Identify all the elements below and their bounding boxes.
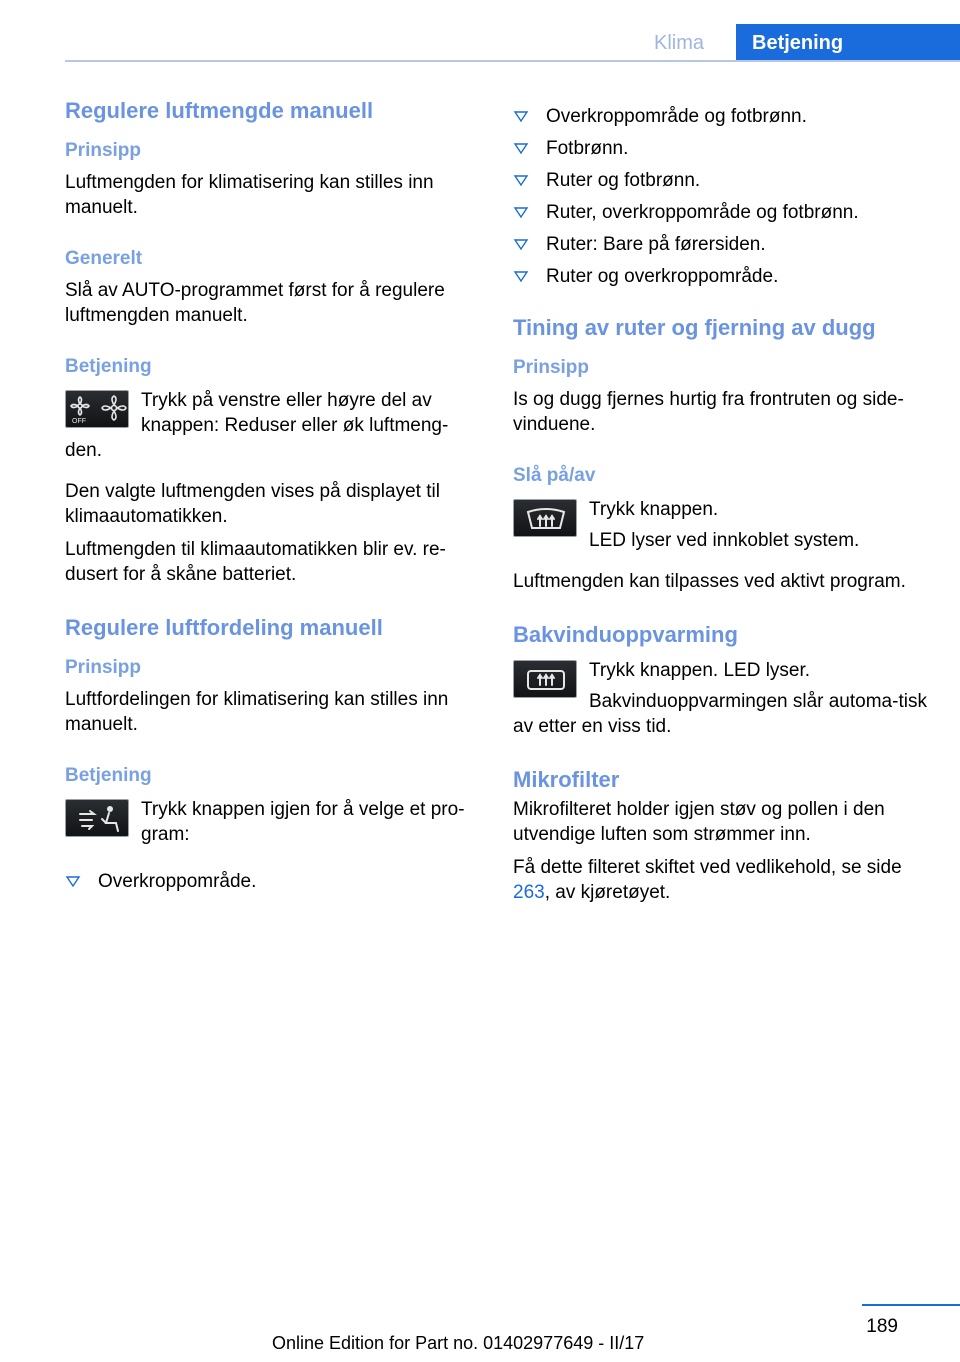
button-instruction	[65, 388, 485, 471]
svg-text:OFF: OFF	[72, 418, 86, 425]
list-item	[513, 104, 933, 129]
triangle-bullet-icon	[513, 173, 529, 187]
paragraph-text: , av kjøretøyet.	[544, 882, 671, 903]
subheading-betjening: Betjening	[65, 356, 152, 377]
subheading-slaa-paa-av: Slå på/av	[513, 465, 596, 486]
list-item-text: Overkroppområde.	[98, 871, 257, 892]
button-instruction	[513, 497, 933, 561]
list-item	[65, 869, 485, 894]
list-item-text: Fotbrønn.	[546, 138, 629, 159]
paragraph: Luftmengden kan tilpasses ved aktivt program.	[513, 571, 906, 592]
subheading-prinsipp: Prinsipp	[65, 140, 142, 161]
air-distribution-button-icon	[65, 799, 129, 837]
list-item	[513, 232, 933, 257]
list-item-text: Overkroppområde og fotbrønn.	[546, 106, 807, 127]
tab-klima[interactable]: Klima	[653, 32, 704, 54]
list-item-text: Ruter: Bare på førersiden.	[546, 234, 766, 255]
triangle-bullet-icon	[513, 109, 529, 123]
header-divider	[65, 60, 960, 62]
heading-regulere-luftfordeling: Regulere luftfordeling manuell	[65, 615, 383, 640]
subheading-prinsipp: Prinsipp	[65, 657, 142, 678]
paragraph: Bakvinduoppvarmingen slår automa-tisk av etter en viss tid.	[513, 691, 927, 737]
paragraph-with-link	[513, 855, 933, 905]
paragraph: Trykk knappen igjen for å velge et pro-gram:	[141, 799, 465, 845]
subheading-betjening: Betjening	[65, 765, 152, 786]
fan-speed-button-icon	[65, 390, 129, 428]
program-list	[65, 869, 485, 894]
button-instruction	[65, 797, 485, 855]
paragraph: Luftmengden til klimaautomatikken blir ev. re-dusert for å skåne batteriet.	[65, 539, 446, 585]
paragraph: Mikrofilteret holder igjen støv og pollen i den utvendige luften som strømmer inn.	[513, 799, 885, 845]
list-item	[513, 168, 933, 193]
triangle-bullet-icon	[513, 141, 529, 155]
triangle-bullet-icon	[513, 205, 529, 219]
defrost-front-button-icon	[513, 499, 577, 537]
heading-regulere-luftmengde: Regulere luftmengde manuell	[65, 98, 374, 123]
triangle-bullet-icon	[65, 874, 81, 888]
heading-tining: Tining av ruter og fjerning av dugg	[513, 315, 876, 340]
paragraph: Den valgte luftmengden vises på displayet til klimaautomatikken.	[65, 481, 440, 527]
right-column	[513, 104, 933, 913]
paragraph: LED lyser ved innkoblet system.	[589, 530, 860, 551]
page-reference-link[interactable]: 263	[513, 882, 545, 903]
left-column	[65, 96, 485, 904]
triangle-bullet-icon	[513, 237, 529, 251]
list-item	[513, 264, 933, 289]
paragraph: Luftfordelingen for klimatisering kan stilles inn manuelt.	[65, 689, 449, 735]
page-number-divider	[862, 1304, 960, 1306]
paragraph: Trykk knappen.	[589, 499, 719, 520]
button-instruction	[513, 658, 933, 747]
list-item-text: Ruter, overkroppområde og fotbrønn.	[546, 202, 859, 223]
footer-edition: Online Edition for Part no. 01402977649 - II/17	[272, 1333, 645, 1353]
list-item-text: Ruter og overkroppområde.	[546, 266, 779, 287]
heading-mikrofilter: Mikrofilter	[513, 767, 620, 792]
paragraph: Slå av AUTO-programmet først for å regulere luftmengden manuelt.	[65, 280, 445, 326]
list-item-text: Ruter og fotbrønn.	[546, 170, 701, 191]
triangle-bullet-icon	[513, 269, 529, 283]
paragraph-text: Få dette filteret skiftet ved vedlikehold, se side	[513, 857, 902, 878]
subheading-generelt: Generelt	[65, 248, 143, 269]
list-item	[513, 200, 933, 225]
paragraph: Is og dugg fjernes hurtig fra frontruten og side-vinduene.	[513, 389, 904, 435]
heading-bakvinduoppvarming: Bakvinduoppvarming	[513, 622, 738, 647]
tab-betjening[interactable]: Betjening	[736, 24, 960, 62]
paragraph: Trykk på venstre eller høyre del av knappen: Reduser eller øk luftmeng-den.	[65, 390, 449, 461]
rear-defrost-button-icon	[513, 660, 577, 698]
paragraph: Trykk knappen. LED lyser.	[589, 660, 811, 681]
program-list	[513, 104, 933, 289]
subheading-prinsipp: Prinsipp	[513, 357, 590, 378]
page-number: 189	[866, 1316, 898, 1337]
list-item	[513, 136, 933, 161]
page-header	[0, 24, 960, 64]
paragraph: Luftmengden for klimatisering kan stilles inn manuelt.	[65, 172, 434, 218]
